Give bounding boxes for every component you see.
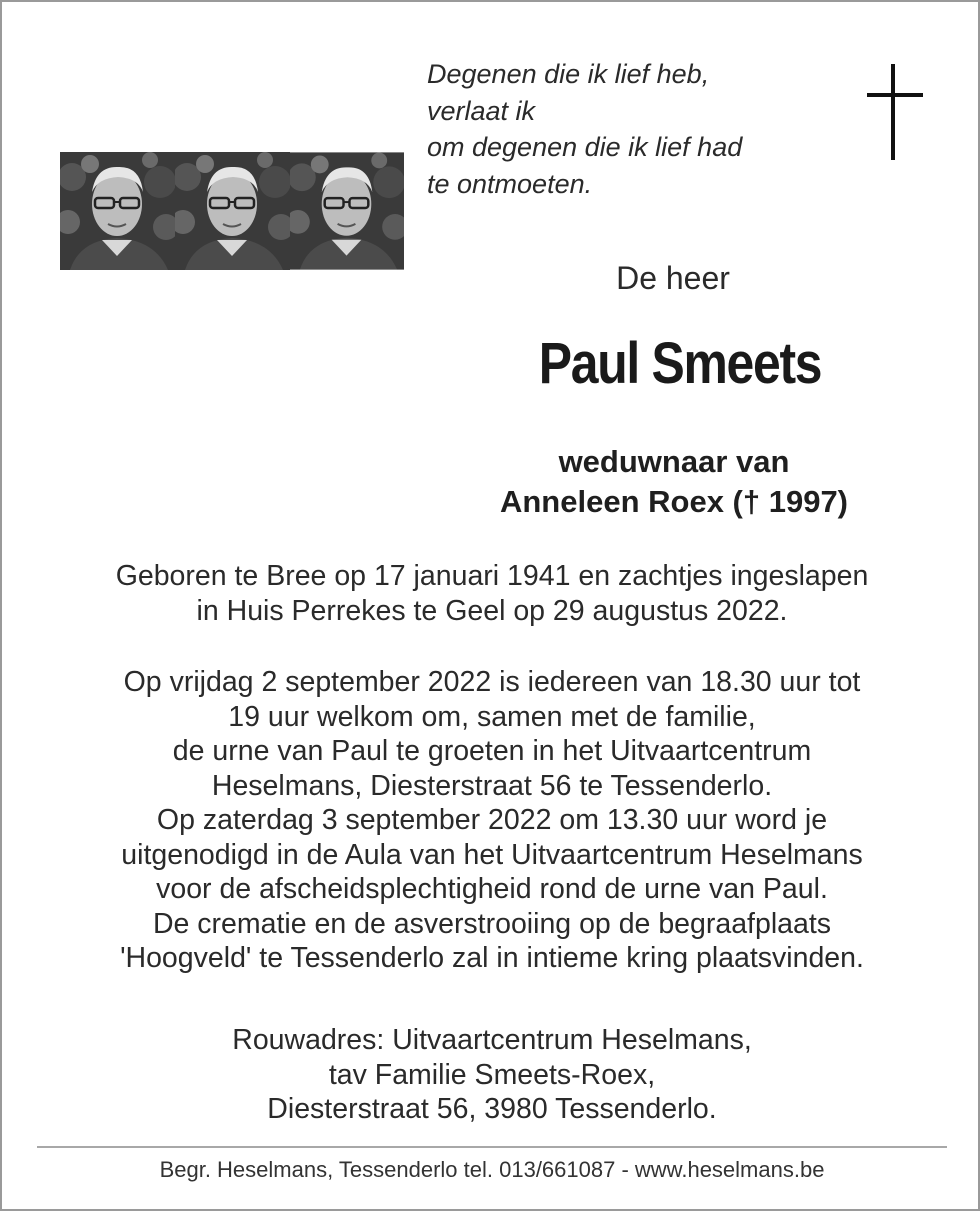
- deceased-name: Paul Smeets: [538, 331, 822, 396]
- service-paragraph: [42, 665, 942, 976]
- poem-line: te ontmoeten.: [427, 168, 593, 199]
- text-line: uitgenodigd in de Aula van het Uitvaartcentrum Heselmans: [121, 838, 863, 871]
- text-line: voor de afscheidsplechtigheid rond de urne van Paul.: [156, 873, 828, 905]
- widow-spouse-line: Anneleen Roex († 1997): [499, 484, 849, 519]
- text-line: Heselmans, Diesterstraat 56 te Tessenderlo.: [211, 769, 773, 802]
- text-line: Geboren te Bree op 17 januari 1941 en zachtjes ingeslapen: [115, 560, 869, 592]
- memorial-poem: [427, 56, 827, 202]
- poem-line: verlaat ik: [427, 95, 536, 126]
- footer-divider: [37, 1146, 947, 1148]
- poem-line: Degenen die ik lief heb,: [427, 59, 710, 89]
- portrait-photo: [290, 152, 404, 270]
- mourning-address: [42, 1023, 942, 1127]
- text-line: tav Familie Smeets-Roex,: [328, 1058, 656, 1091]
- text-line: Diesterstraat 56, 3980 Tessenderlo.: [267, 1093, 717, 1125]
- salutation: De heer: [616, 260, 730, 296]
- text-line: de urne van Paul te groeten in het Uitvaartcentrum: [172, 735, 812, 767]
- portrait-photo: [175, 152, 290, 270]
- poem-line: om degenen die ik lief had: [427, 132, 743, 162]
- text-line: De crematie en de asverstrooiing op de begraafplaats: [152, 907, 832, 940]
- portrait-photo: [60, 152, 175, 270]
- text-line: Rouwadres: Uitvaartcentrum Heselmans,: [232, 1024, 752, 1056]
- text-line: Op zaterdag 3 september 2022 om 13.30 uur word je: [156, 804, 828, 836]
- cross-icon: [864, 64, 924, 162]
- birth-death-paragraph: [42, 559, 942, 628]
- portrait-photo-strip: [60, 152, 404, 270]
- text-line: 19 uur welkom om, samen met de familie,: [228, 700, 756, 733]
- text-line: Op vrijdag 2 september 2022 is iedereen van 18.30 uur tot: [123, 666, 861, 698]
- text-line: 'Hoogveld' te Tessenderlo zal in intieme kring plaatsvinden.: [120, 942, 864, 974]
- funeral-home-footer: Begr. Heselmans, Tessenderlo tel. 013/661087 - www.heselmans.be: [159, 1157, 825, 1182]
- widow-line: weduwnaar van: [558, 444, 790, 479]
- widow-statement: [462, 442, 886, 522]
- text-line: in Huis Perrekes te Geel op 29 augustus 2022.: [196, 594, 788, 627]
